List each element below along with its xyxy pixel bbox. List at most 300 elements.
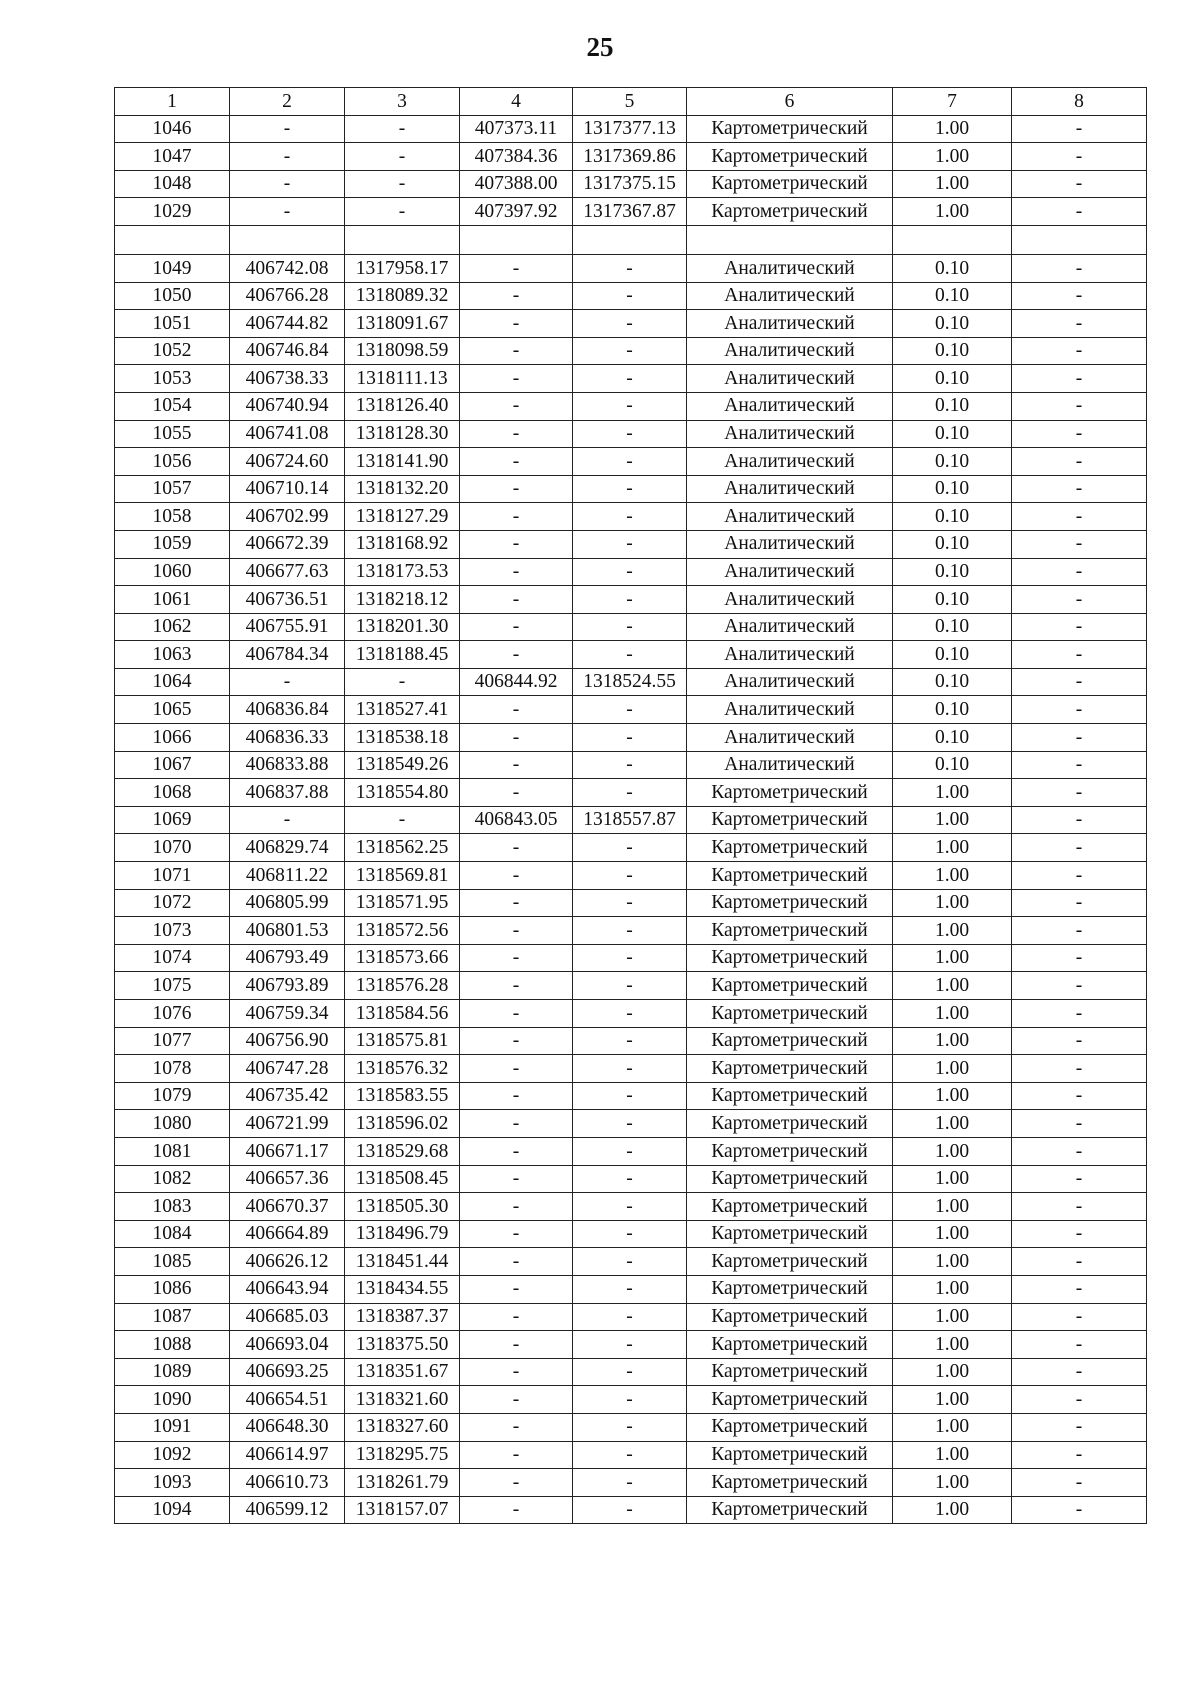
table-cell: 1076: [115, 1000, 230, 1028]
table-cell: 406648.30: [230, 1413, 345, 1441]
table-row: [115, 641, 1147, 669]
table-cell: -: [460, 1496, 573, 1524]
table-cell: -: [460, 889, 573, 917]
table-cell: -: [573, 972, 687, 1000]
table-cell: 406805.99: [230, 889, 345, 917]
table-cell: -: [460, 1303, 573, 1331]
table-cell: -: [573, 1137, 687, 1165]
table-row: [115, 917, 1147, 945]
table-cell: 1061: [115, 586, 230, 614]
table-cell: 1318141.90: [345, 448, 460, 476]
table-cell: 0.10: [893, 696, 1012, 724]
table-cell: Картометрический: [687, 779, 893, 807]
table-cell: -: [230, 668, 345, 696]
table-cell: -: [460, 1413, 573, 1441]
table-row: [115, 1275, 1147, 1303]
table-cell: 1092: [115, 1441, 230, 1469]
table-cell: 1318261.79: [345, 1469, 460, 1497]
table-cell: -: [460, 1220, 573, 1248]
table-cell: -: [460, 641, 573, 669]
table-row: [115, 1441, 1147, 1469]
table-cell: -: [573, 254, 687, 282]
table-cell: -: [1012, 1413, 1147, 1441]
table-cell: Картометрический: [687, 1469, 893, 1497]
column-header: 6: [687, 88, 893, 116]
table-row: [115, 170, 1147, 198]
table-cell: 1318524.55: [573, 668, 687, 696]
table-cell: -: [345, 143, 460, 171]
table-cell: 406599.12: [230, 1496, 345, 1524]
table-cell: -: [573, 1303, 687, 1331]
column-header: 8: [1012, 88, 1147, 116]
table-cell: Картометрический: [687, 1358, 893, 1386]
table-cell: -: [460, 310, 573, 338]
table-cell: 1318327.60: [345, 1413, 460, 1441]
table-cell: 0.10: [893, 751, 1012, 779]
table-cell: -: [460, 475, 573, 503]
table-cell: -: [1012, 337, 1147, 365]
table-cell: 406836.84: [230, 696, 345, 724]
table-cell: -: [460, 282, 573, 310]
table-cell: -: [460, 1331, 573, 1359]
table-header-row: [115, 88, 1147, 116]
table-cell: -: [345, 668, 460, 696]
table-cell: -: [1012, 503, 1147, 531]
table-cell: 0.10: [893, 254, 1012, 282]
table-cell: -: [1012, 1441, 1147, 1469]
table-cell: -: [573, 1000, 687, 1028]
table-cell: 406766.28: [230, 282, 345, 310]
table-row: [115, 530, 1147, 558]
table-cell: 406685.03: [230, 1303, 345, 1331]
table-row: [115, 1220, 1147, 1248]
table-cell: 1.00: [893, 1055, 1012, 1083]
table-cell: 1318571.95: [345, 889, 460, 917]
table-cell: 0.10: [893, 586, 1012, 614]
column-header: 2: [230, 88, 345, 116]
table-cell: 1318562.25: [345, 834, 460, 862]
table-cell: Аналитический: [687, 448, 893, 476]
table-row: [115, 282, 1147, 310]
table-cell: 0.10: [893, 337, 1012, 365]
table-row: [115, 392, 1147, 420]
table-cell: -: [573, 310, 687, 338]
table-cell: 1318375.50: [345, 1331, 460, 1359]
table-body: [115, 115, 1147, 1524]
table-cell: 1068: [115, 779, 230, 807]
table-cell: 406793.89: [230, 972, 345, 1000]
table-cell: 1.00: [893, 889, 1012, 917]
table-cell: -: [573, 613, 687, 641]
table-cell: 1.00: [893, 1331, 1012, 1359]
table-cell: 1318098.59: [345, 337, 460, 365]
table-cell: -: [573, 1358, 687, 1386]
table-cell: 1318173.53: [345, 558, 460, 586]
table-cell: Картометрический: [687, 1137, 893, 1165]
table-cell: Аналитический: [687, 724, 893, 752]
table-cell: -: [460, 917, 573, 945]
table-cell: -: [1012, 1193, 1147, 1221]
table-cell: -: [460, 751, 573, 779]
table-cell: 0.10: [893, 668, 1012, 696]
table-cell: 1.00: [893, 944, 1012, 972]
table-cell: -: [573, 1469, 687, 1497]
table-cell: 1094: [115, 1496, 230, 1524]
table-cell: -: [460, 1275, 573, 1303]
table-cell: Аналитический: [687, 420, 893, 448]
table-cell: 0.10: [893, 724, 1012, 752]
table-cell: 1081: [115, 1137, 230, 1165]
table-cell: -: [1012, 1110, 1147, 1138]
table-cell: -: [1012, 1248, 1147, 1276]
table-cell: -: [1012, 170, 1147, 198]
table-cell: 1090: [115, 1386, 230, 1414]
table-cell: -: [460, 1358, 573, 1386]
table-cell: -: [1012, 1469, 1147, 1497]
table-cell: Картометрический: [687, 1413, 893, 1441]
table-cell: -: [230, 806, 345, 834]
table-cell: -: [1012, 558, 1147, 586]
table-cell: 406735.42: [230, 1082, 345, 1110]
table-cell: 1318351.67: [345, 1358, 460, 1386]
table-cell: Картометрический: [687, 1248, 893, 1276]
table-cell: 1318451.44: [345, 1248, 460, 1276]
table-cell: -: [573, 1331, 687, 1359]
table-cell: Картометрический: [687, 1220, 893, 1248]
table-cell: -: [1012, 1358, 1147, 1386]
table-row: [115, 503, 1147, 531]
table-cell: -: [460, 337, 573, 365]
table-cell: Картометрический: [687, 1082, 893, 1110]
table-cell: -: [460, 1137, 573, 1165]
table-cell: Картометрический: [687, 1275, 893, 1303]
table-cell: 1.00: [893, 1358, 1012, 1386]
table-cell: 1050: [115, 282, 230, 310]
table-cell: 0.10: [893, 392, 1012, 420]
table-cell: -: [1012, 448, 1147, 476]
table-cell: -: [573, 475, 687, 503]
table-cell: 1318554.80: [345, 779, 460, 807]
table-cell: 407388.00: [460, 170, 573, 198]
table-cell: -: [573, 420, 687, 448]
table-row: [115, 696, 1147, 724]
table-cell: 1071: [115, 862, 230, 890]
table-cell: -: [573, 779, 687, 807]
table-cell: 1317377.13: [573, 115, 687, 143]
table-cell: 406829.74: [230, 834, 345, 862]
table-cell: 1089: [115, 1358, 230, 1386]
table-cell: -: [460, 1441, 573, 1469]
table-cell: Картометрический: [687, 1165, 893, 1193]
table-cell: Картометрический: [687, 143, 893, 171]
table-cell: 0.10: [893, 558, 1012, 586]
table-cell: -: [230, 198, 345, 226]
table-cell: -: [573, 1248, 687, 1276]
table-cell: 1077: [115, 1027, 230, 1055]
table-cell: -: [460, 558, 573, 586]
table-cell: 1318576.28: [345, 972, 460, 1000]
table-cell: -: [1012, 917, 1147, 945]
table-row: [115, 1193, 1147, 1221]
table-row: [115, 751, 1147, 779]
table-cell: 1318168.92: [345, 530, 460, 558]
table-cell: -: [460, 254, 573, 282]
table-cell: 406784.34: [230, 641, 345, 669]
table-cell: -: [1012, 613, 1147, 641]
table-cell: 1064: [115, 668, 230, 696]
table-cell: Картометрический: [687, 806, 893, 834]
table-cell: Картометрический: [687, 917, 893, 945]
table-cell: Картометрический: [687, 862, 893, 890]
table-cell: -: [230, 115, 345, 143]
table-cell: 1.00: [893, 1469, 1012, 1497]
table-cell: 1.00: [893, 1386, 1012, 1414]
table-cell: -: [1012, 779, 1147, 807]
table-cell: 406610.73: [230, 1469, 345, 1497]
table-cell: 0.10: [893, 475, 1012, 503]
table-cell: 1073: [115, 917, 230, 945]
table-cell: 1318505.30: [345, 1193, 460, 1221]
table-cell: 1318575.81: [345, 1027, 460, 1055]
table-cell: -: [230, 143, 345, 171]
table-row: [115, 1331, 1147, 1359]
table-cell: 1074: [115, 944, 230, 972]
coordinates-table: [114, 87, 1147, 1524]
table-cell: -: [1012, 310, 1147, 338]
table-row: [115, 862, 1147, 890]
table-cell: -: [1012, 1165, 1147, 1193]
table-cell: Картометрический: [687, 834, 893, 862]
table-cell: -: [460, 365, 573, 393]
table-cell: 406736.51: [230, 586, 345, 614]
table-cell: 1317375.15: [573, 170, 687, 198]
table-cell: 1.00: [893, 1303, 1012, 1331]
table-cell: 1.00: [893, 834, 1012, 862]
column-header: 4: [460, 88, 573, 116]
table-cell: -: [1012, 806, 1147, 834]
table-cell: -: [460, 1193, 573, 1221]
table-cell: -: [1012, 1303, 1147, 1331]
table-cell: 406742.08: [230, 254, 345, 282]
table-cell: -: [1012, 1055, 1147, 1083]
table-cell: -: [573, 751, 687, 779]
table-cell: 1.00: [893, 1275, 1012, 1303]
table-row: [115, 1000, 1147, 1028]
table-cell: Картометрический: [687, 1027, 893, 1055]
table-cell: 1053: [115, 365, 230, 393]
table-cell: -: [460, 972, 573, 1000]
table-row: [115, 724, 1147, 752]
table-cell: Картометрический: [687, 1110, 893, 1138]
table-cell: 1318529.68: [345, 1137, 460, 1165]
table-cell: 1318569.81: [345, 862, 460, 890]
table-cell: 1318321.60: [345, 1386, 460, 1414]
table-cell: -: [573, 641, 687, 669]
table-cell: 406836.33: [230, 724, 345, 752]
table-cell: 406740.94: [230, 392, 345, 420]
table-row: [115, 558, 1147, 586]
table-cell: -: [1012, 115, 1147, 143]
table-cell: -: [1012, 944, 1147, 972]
table-cell: Аналитический: [687, 586, 893, 614]
table-cell: 1082: [115, 1165, 230, 1193]
table-cell: -: [1012, 282, 1147, 310]
table-cell: 406710.14: [230, 475, 345, 503]
table-cell: -: [1012, 889, 1147, 917]
table-cell: 1.00: [893, 170, 1012, 198]
table-cell: 1.00: [893, 1000, 1012, 1028]
table-cell: Аналитический: [687, 365, 893, 393]
table-cell: Картометрический: [687, 889, 893, 917]
table-cell: -: [1012, 143, 1147, 171]
table-cell: 0.10: [893, 282, 1012, 310]
table-row: [115, 834, 1147, 862]
table-cell: 1059: [115, 530, 230, 558]
table-cell: 406626.12: [230, 1248, 345, 1276]
table-cell: 1.00: [893, 1027, 1012, 1055]
table-cell: 406671.17: [230, 1137, 345, 1165]
table-cell: Аналитический: [687, 282, 893, 310]
table-cell: 1318496.79: [345, 1220, 460, 1248]
table-cell: 1.00: [893, 1220, 1012, 1248]
table-cell: 1318089.32: [345, 282, 460, 310]
table-cell: -: [460, 392, 573, 420]
table-cell: 1318572.56: [345, 917, 460, 945]
table-cell: Аналитический: [687, 558, 893, 586]
table-cell: -: [573, 834, 687, 862]
table-cell: -: [460, 944, 573, 972]
table-cell: Картометрический: [687, 944, 893, 972]
empty-cell: [345, 225, 460, 254]
table-cell: 1318132.20: [345, 475, 460, 503]
table-cell: -: [573, 1441, 687, 1469]
table-cell: 1055: [115, 420, 230, 448]
table-cell: 1318557.87: [573, 806, 687, 834]
table-cell: 407373.11: [460, 115, 573, 143]
table-cell: 406677.63: [230, 558, 345, 586]
table-cell: 406747.28: [230, 1055, 345, 1083]
table-row: [115, 420, 1147, 448]
table-cell: 1318201.30: [345, 613, 460, 641]
table-cell: -: [573, 1082, 687, 1110]
table-row: [115, 944, 1147, 972]
table-cell: 1084: [115, 1220, 230, 1248]
table-cell: 1091: [115, 1413, 230, 1441]
table-cell: -: [460, 834, 573, 862]
table-cell: -: [345, 198, 460, 226]
empty-cell: [687, 225, 893, 254]
table-cell: 1.00: [893, 972, 1012, 1000]
table-cell: Картометрический: [687, 1331, 893, 1359]
table-row: [115, 1137, 1147, 1165]
table-cell: -: [1012, 1386, 1147, 1414]
table-row: [115, 1303, 1147, 1331]
table-cell: 406741.08: [230, 420, 345, 448]
table-cell: 406746.84: [230, 337, 345, 365]
table-cell: 1.00: [893, 1082, 1012, 1110]
table-cell: -: [460, 1055, 573, 1083]
table-cell: 1057: [115, 475, 230, 503]
table-row: [115, 586, 1147, 614]
table-cell: -: [1012, 751, 1147, 779]
table-row: [115, 779, 1147, 807]
table-cell: 0.10: [893, 448, 1012, 476]
empty-cell: [893, 225, 1012, 254]
table-cell: -: [573, 1220, 687, 1248]
table-cell: 1085: [115, 1248, 230, 1276]
table-cell: 1318387.37: [345, 1303, 460, 1331]
table-cell: -: [460, 724, 573, 752]
table-cell: Аналитический: [687, 254, 893, 282]
table-cell: Аналитический: [687, 668, 893, 696]
table-cell: -: [1012, 1275, 1147, 1303]
table-row: [115, 1358, 1147, 1386]
table-cell: 406844.92: [460, 668, 573, 696]
table-cell: -: [1012, 696, 1147, 724]
table-cell: 1318218.12: [345, 586, 460, 614]
table-cell: 1070: [115, 834, 230, 862]
table-row: [115, 1248, 1147, 1276]
table-cell: -: [573, 1386, 687, 1414]
table-row: [115, 365, 1147, 393]
table-row: [115, 448, 1147, 476]
table-cell: 1318549.26: [345, 751, 460, 779]
table-cell: 0.10: [893, 530, 1012, 558]
table-cell: 406643.94: [230, 1275, 345, 1303]
table-row: [115, 310, 1147, 338]
table-cell: 0.10: [893, 613, 1012, 641]
table-cell: Аналитический: [687, 337, 893, 365]
table-cell: Картометрический: [687, 170, 893, 198]
table-cell: -: [460, 1110, 573, 1138]
table-cell: -: [1012, 1220, 1147, 1248]
table-cell: 406811.22: [230, 862, 345, 890]
table-cell: -: [573, 558, 687, 586]
table-row: [115, 337, 1147, 365]
table-cell: -: [1012, 668, 1147, 696]
table-cell: 1317958.17: [345, 254, 460, 282]
table-cell: -: [460, 420, 573, 448]
empty-cell: [573, 225, 687, 254]
table-cell: 406721.99: [230, 1110, 345, 1138]
table-cell: -: [1012, 972, 1147, 1000]
table-cell: -: [573, 1413, 687, 1441]
table-cell: 1318538.18: [345, 724, 460, 752]
table-cell: 1066: [115, 724, 230, 752]
table-cell: -: [1012, 530, 1147, 558]
table-cell: -: [573, 365, 687, 393]
table-cell: 406801.53: [230, 917, 345, 945]
table-cell: -: [345, 806, 460, 834]
empty-cell: [460, 225, 573, 254]
table-cell: 1046: [115, 115, 230, 143]
table-cell: Аналитический: [687, 641, 893, 669]
table-cell: -: [460, 613, 573, 641]
table-cell: 1.00: [893, 143, 1012, 171]
table-cell: -: [573, 337, 687, 365]
table-cell: -: [573, 889, 687, 917]
table-cell: 1062: [115, 613, 230, 641]
table-cell: 1318573.66: [345, 944, 460, 972]
table-cell: -: [460, 1027, 573, 1055]
empty-cell: [230, 225, 345, 254]
table-cell: -: [573, 1110, 687, 1138]
table-cell: 406614.97: [230, 1441, 345, 1469]
table-cell: 1318583.55: [345, 1082, 460, 1110]
table-cell: 1.00: [893, 862, 1012, 890]
table-cell: 1056: [115, 448, 230, 476]
table-cell: -: [345, 115, 460, 143]
